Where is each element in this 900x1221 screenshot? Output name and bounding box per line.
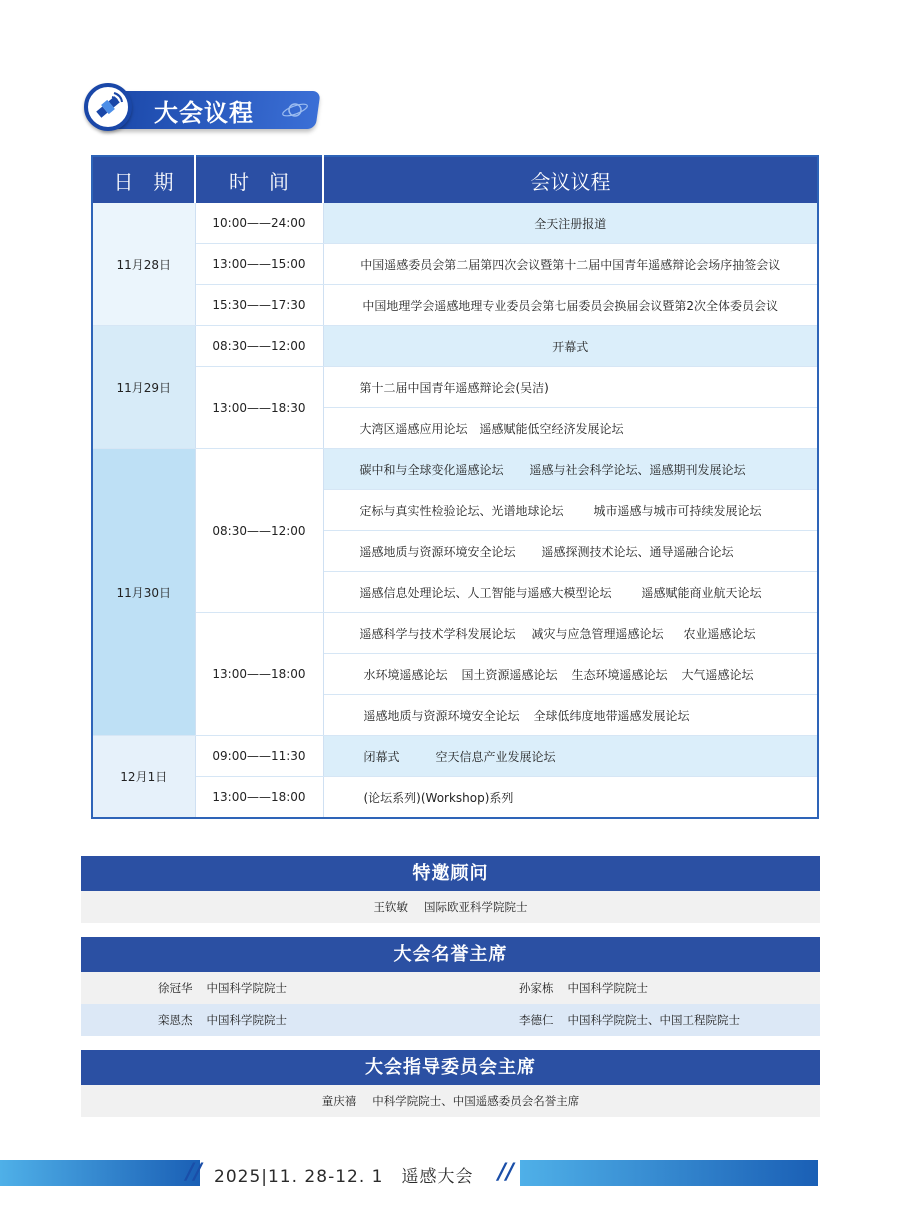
date-cell: 11月30日	[92, 449, 195, 736]
event-cell: 中国地理学会遥感地理专业委员会第七届委员会换届会议暨第2次全体委员会议	[323, 285, 818, 326]
event-cell: 第十二届中国青年遥感辩论会(吴洁)	[323, 367, 818, 408]
event-cell: (论坛系列)(Workshop)系列	[323, 777, 818, 819]
event-cell: 闭幕式 空天信息产业发展论坛	[323, 736, 818, 777]
table-row	[92, 203, 818, 244]
time-cell: 08:30——12:00	[195, 449, 323, 613]
header-date: 日 期	[92, 156, 195, 203]
list-item	[81, 1004, 820, 1036]
time-cell: 09:00——11:30	[195, 736, 323, 777]
person-name: 王钦敏	[373, 900, 408, 914]
table-row	[92, 736, 818, 777]
date-cell: 11月29日	[92, 326, 195, 449]
table-row	[92, 367, 818, 408]
page-title: 大会议程	[154, 99, 254, 127]
event-cell: 遥感地质与资源环境安全论坛 遥感探测技术论坛、通导遥融合论坛	[323, 531, 818, 572]
header-time: 时 间	[195, 156, 323, 203]
date-cell: 11月28日	[92, 203, 195, 326]
event-cell: 碳中和与全球变化遥感论坛 遥感与社会科学论坛、遥感期刊发展论坛	[323, 449, 818, 490]
list-item	[81, 891, 820, 923]
time-cell: 13:00——18:30	[195, 367, 323, 449]
honorary-section	[81, 937, 820, 1036]
honorary-title: 大会名誉主席	[81, 937, 820, 972]
agenda-table	[91, 155, 819, 819]
person-role: 中国科学院院士	[206, 981, 287, 995]
person-name: 孙家栋	[519, 981, 554, 995]
section-heading	[84, 83, 320, 133]
advisor-title: 特邀顾问	[81, 856, 820, 891]
person-name: 李德仁	[519, 1013, 554, 1027]
event-cell: 遥感信息处理论坛、人工智能与遥感大模型论坛 遥感赋能商业航天论坛	[323, 572, 818, 613]
advisor-section	[81, 856, 820, 923]
event-cell: 遥感地质与资源环境安全论坛 全球低纬度地带遥感发展论坛	[323, 695, 818, 736]
footer-text: 2025|11. 28-12. 1 遥感大会	[214, 1167, 474, 1187]
slash-decoration: //	[498, 1160, 515, 1185]
event-cell: 水环境遥感论坛 国土资源遥感论坛 生态环境遥感论坛 大气遥感论坛	[323, 654, 818, 695]
footer-bar-right	[520, 1160, 818, 1186]
time-cell: 15:30——17:30	[195, 285, 323, 326]
person-role: 中科学院院士、中国遥感委员会名誉主席	[372, 1094, 580, 1108]
date-cell: 12月1日	[92, 736, 195, 819]
table-row	[92, 449, 818, 490]
steering-section	[81, 1050, 820, 1117]
event-cell: 中国遥感委员会第二届第四次会议暨第十二届中国青年遥感辩论会场序抽签会议	[323, 244, 818, 285]
time-cell: 13:00——18:00	[195, 613, 323, 736]
table-row	[92, 613, 818, 654]
event-cell: 定标与真实性检验论坛、光谱地球论坛 城市遥感与城市可持续发展论坛	[323, 490, 818, 531]
table-row	[92, 285, 818, 326]
footer-bar-left	[0, 1160, 203, 1186]
event-cell: 全天注册报道	[323, 203, 818, 244]
event-cell: 开幕式	[323, 326, 818, 367]
table-row	[92, 244, 818, 285]
person-name: 栾恩杰	[158, 1013, 193, 1027]
person-role: 国际欧亚科学院院士	[424, 900, 528, 914]
slash-decoration: //	[186, 1160, 203, 1185]
time-cell: 13:00——15:00	[195, 244, 323, 285]
person-name: 徐冠华	[158, 981, 193, 995]
person-name: 童庆禧	[321, 1094, 357, 1108]
list-item	[81, 1085, 820, 1117]
person-role: 中国科学院院士、中国工程院院士	[567, 1013, 740, 1027]
table-row	[92, 326, 818, 367]
time-cell: 13:00——18:00	[195, 777, 323, 819]
person-role: 中国科学院院士	[567, 981, 648, 995]
time-cell: 10:00——24:00	[195, 203, 323, 244]
steering-title: 大会指导委员会主席	[81, 1050, 820, 1085]
event-cell: 遥感科学与技术学科发展论坛 减灾与应急管理遥感论坛 农业遥感论坛	[323, 613, 818, 654]
person-role: 中国科学院院士	[206, 1013, 287, 1027]
footer	[0, 1160, 900, 1186]
satellite-icon	[84, 83, 132, 131]
list-item	[81, 972, 820, 1004]
time-cell: 08:30——12:00	[195, 326, 323, 367]
event-cell: 大湾区遥感应用论坛 遥感赋能低空经济发展论坛	[323, 408, 818, 449]
table-row	[92, 777, 818, 819]
header-program: 会议议程	[323, 156, 818, 203]
table-header-row	[92, 156, 818, 203]
planet-icon	[280, 100, 310, 124]
